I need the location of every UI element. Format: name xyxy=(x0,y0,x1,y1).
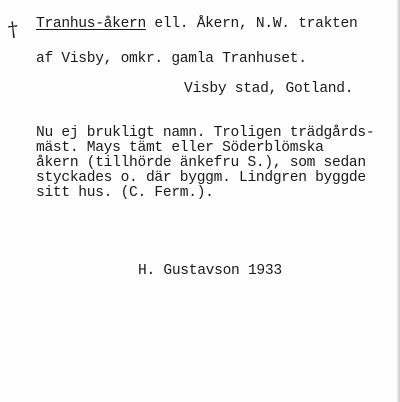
body-line-1: Nu ej brukligt namn. Troligen trädgårds- xyxy=(36,125,375,141)
body-line-4: styckades o. där byggm. Lindgren byggde xyxy=(36,170,366,186)
body-line-2: mäst. Mays tämt eller Söderblömska xyxy=(36,140,324,156)
body-line-3: åkern (tillhörde änkefru S.), som sedan xyxy=(36,155,366,171)
headword: Tranhus-åkern xyxy=(36,16,146,32)
heading-line-2: af Visby, omkr. gamla Tranhuset. xyxy=(36,51,307,67)
location-line: Visby stad, Gotland. xyxy=(184,81,354,97)
card-heading xyxy=(36,17,357,32)
handwritten-cross-mark: † xyxy=(6,16,20,42)
body-line-5: sitt hus. (C. Ferm.). xyxy=(36,185,214,201)
signature-line: H. Gustavson 1933 xyxy=(138,263,282,279)
heading-rest: ell. Åkern, N.W. trakten xyxy=(145,16,358,32)
